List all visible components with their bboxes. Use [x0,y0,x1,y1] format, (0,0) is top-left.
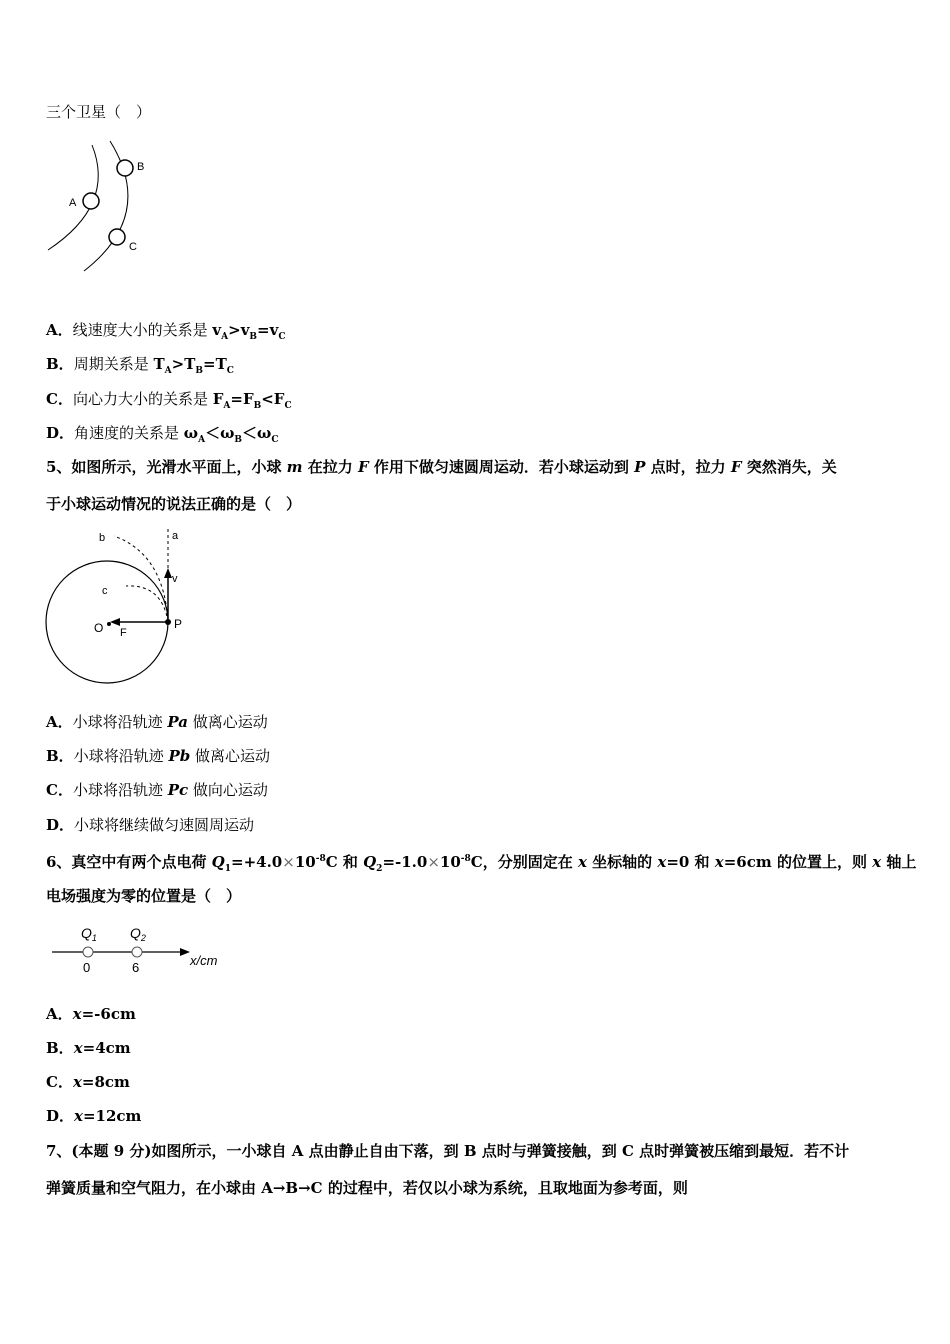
label-o: O [94,621,104,635]
q6-stem-line2: 电场强度为零的位置是（ ） [46,887,242,905]
label-six: 6 [132,960,140,975]
q5-stem-line1: 5、如图所示，光滑水平面上，小球 m 在拉力 F 作用下做匀速圆周运动．若小球运动到 P 点时，拉力 F 突然消失，关 [46,458,837,476]
satellite-b [117,160,133,176]
q4-option-d[interactable]: D．角速度的关系是 $\omega_A<\omega_B<\omega_C$ [46,424,279,445]
satellite-orbit-figure [44,135,204,275]
label-f: F [120,627,127,639]
charge-q2 [132,947,142,957]
q5-option-a[interactable]: A．小球将沿轨迹 Pa 做离心运动 [46,713,268,731]
q6-stem-line1: 6、真空中有两个点电荷 $Q_1=+4.0\times 10^{-8}C$ 和 $Q_2=-1.0\times 10^{-8}C$，分别固定在 x 坐标轴的 x=0 和 x=6cm 的位置上，则 x 轴上 [46,853,917,874]
q4-option-b[interactable]: B．周期关系是 $T_A>T_B=T_C$ [46,355,234,376]
point-p [165,619,171,625]
q4-option-a[interactable]: A．线速度大小的关系是 $v_A>v_B=v_C$ [46,321,286,342]
q5-option-d[interactable]: D．小球将继续做匀速圆周运动 [46,816,255,834]
q4-option-c[interactable]: C．向心力大小的关系是 $F_A=F_B<F_C$ [46,390,292,411]
label-a: A [69,197,77,209]
label-a: a [172,530,179,542]
path-b-curve [114,536,168,622]
center-o [107,622,111,626]
label-c: C [129,241,137,253]
q7-stem-line2: 弹簧质量和空气阻力，在小球由 A→B→C 的过程中，若仅以小球为系统，且取地面为参考面，则 [46,1179,688,1197]
q6-option-d[interactable]: D．x=12cm [46,1107,142,1125]
q5-stem-line2: 于小球运动情况的说法正确的是（ ） [46,495,302,513]
velocity-arrowhead [164,568,172,578]
charge-axis-figure [50,920,250,980]
label-axis: x/cm [190,953,218,968]
x-axis-arrowhead [180,948,190,956]
label-v: v [172,573,178,585]
force-arrowhead [110,618,120,626]
q6-option-b[interactable]: B．x=4cm [46,1039,131,1057]
label-q2: $Q_2$ [130,925,146,943]
circular-motion-figure [44,524,204,704]
label-q1: $Q_1$ [81,925,97,943]
intro-text: 三个卫星（ ） [46,103,152,121]
q7-stem-line1: 7、(本题 9 分)如图所示，一小球自 A 点由静止自由下落，到 B 点时与弹簧接触，到 C 点时弹簧被压缩到最短．若不计 [46,1142,850,1160]
label-b: B [137,161,145,173]
satellite-a [83,193,99,209]
label-zero: 0 [83,960,91,975]
label-c: c [102,585,108,597]
path-c-curve [126,586,168,622]
q5-option-c[interactable]: C．小球将沿轨迹 Pc 做向心运动 [46,781,268,799]
q6-option-c[interactable]: C．x=8cm [46,1073,130,1091]
label-p: P [174,617,183,631]
q6-option-a[interactable]: A．x=-6cm [46,1005,136,1023]
label-b: b [99,532,106,544]
q5-option-b[interactable]: B．小球将沿轨迹 Pb 做离心运动 [46,747,271,765]
charge-q1 [83,947,93,957]
satellite-c [109,229,125,245]
